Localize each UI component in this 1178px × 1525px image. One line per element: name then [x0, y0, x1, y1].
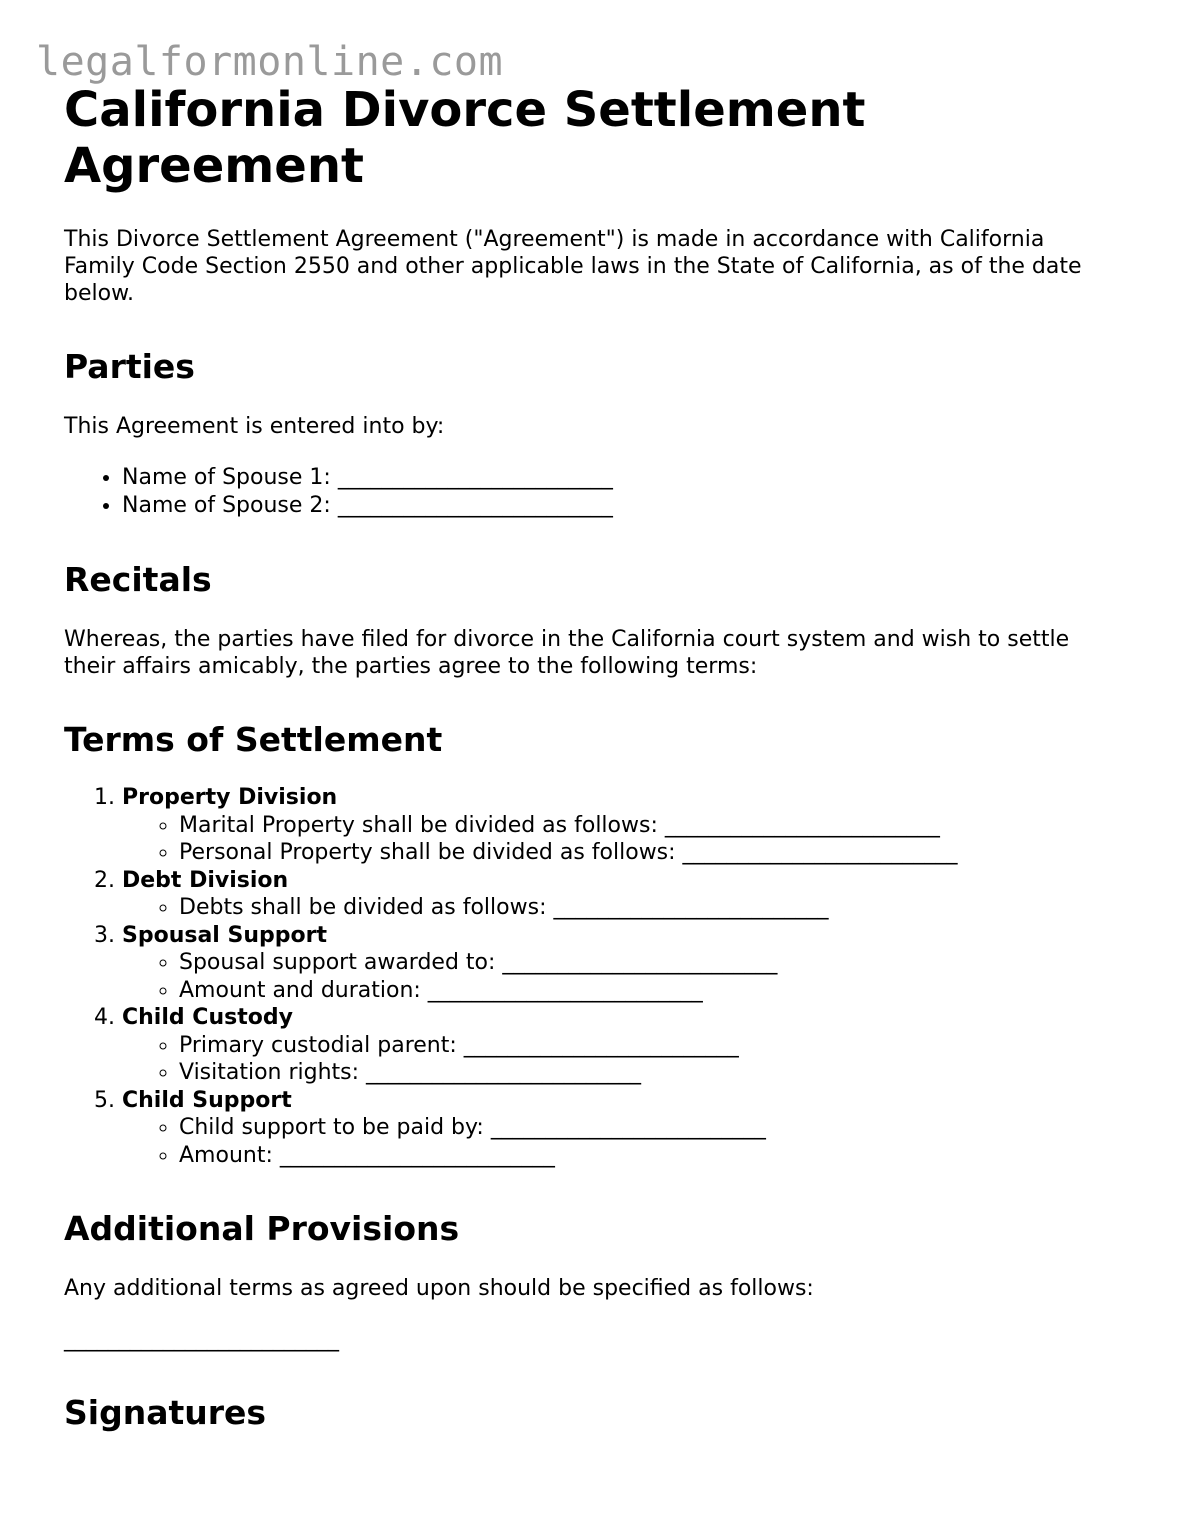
term-spousal-support — [122, 922, 1124, 1005]
term-sublist — [122, 812, 1124, 867]
terms-list — [64, 784, 1124, 1169]
page-title: California Divorce Settlement Agreement — [64, 82, 866, 194]
list-item: ◦ Primary custodial parent: _________________________ — [179, 1032, 1124, 1060]
additional-provisions-text: Any additional terms as agreed upon should be specified as follows: — [64, 1276, 814, 1301]
terms-heading: Terms of Settlement — [64, 720, 443, 759]
intro-paragraph: This Divorce Settlement Agreement ("Agreement") is made in accordance with California Family Code Section 2550 and other applicable laws in the State of California, as of the date below. — [64, 227, 1082, 306]
list-item: ◦ Personal Property shall be divided as follows: _________________________ — [179, 839, 1124, 867]
term-sublist — [122, 1032, 1124, 1087]
term-title: Child Custody — [122, 1005, 293, 1030]
additional-provisions-blank: _________________________ — [64, 1327, 339, 1352]
term-sublist — [122, 1114, 1124, 1169]
term-debt-division — [122, 867, 1124, 922]
parties-text: This Agreement is entered into by: — [64, 414, 445, 439]
term-title: Child Support — [122, 1087, 292, 1113]
term-title: Property Division — [122, 785, 338, 810]
list-item-spouse-1: • Name of Spouse 1: _________________________ — [122, 464, 1124, 492]
recitals-text: Whereas, the parties have filed for divorce in the California court system and wish to settle their affairs amicably, the parties agree to the following terms: — [64, 627, 1070, 679]
additional-provisions-heading: Additional Provisions — [64, 1209, 460, 1248]
term-title: Debt Division — [122, 867, 289, 893]
list-item: ◦ Amount and duration: _________________________ — [179, 977, 1124, 1005]
term-sublist — [122, 894, 1124, 922]
list-item: ◦ Visitation rights: _________________________ — [179, 1059, 1124, 1087]
parties-list — [64, 464, 1124, 520]
document — [64, 82, 1124, 1433]
list-item: ◦ Debts shall be divided as follows: _________________________ — [179, 894, 1124, 922]
list-item: ◦ Child support to be paid by: _________________________ — [179, 1114, 1124, 1142]
recitals-heading: Recitals — [64, 560, 212, 599]
list-item: ◦ Marital Property shall be divided as follows: _________________________ — [179, 812, 1124, 840]
parties-heading: Parties — [64, 347, 195, 386]
watermark: legalformonline.com — [36, 39, 504, 85]
term-sublist — [122, 949, 1124, 1004]
term-title: Spousal Support — [122, 922, 327, 948]
signatures-heading: Signatures — [64, 1393, 267, 1432]
list-item: ◦ Spousal support awarded to: _________________________ — [179, 949, 1124, 977]
term-child-support — [122, 1087, 1124, 1170]
term-property-division — [122, 784, 1124, 867]
list-item-spouse-2: • Name of Spouse 2: _________________________ — [122, 492, 1124, 520]
list-item: ◦ Amount: _________________________ — [179, 1142, 1124, 1170]
term-child-custody — [122, 1004, 1124, 1087]
